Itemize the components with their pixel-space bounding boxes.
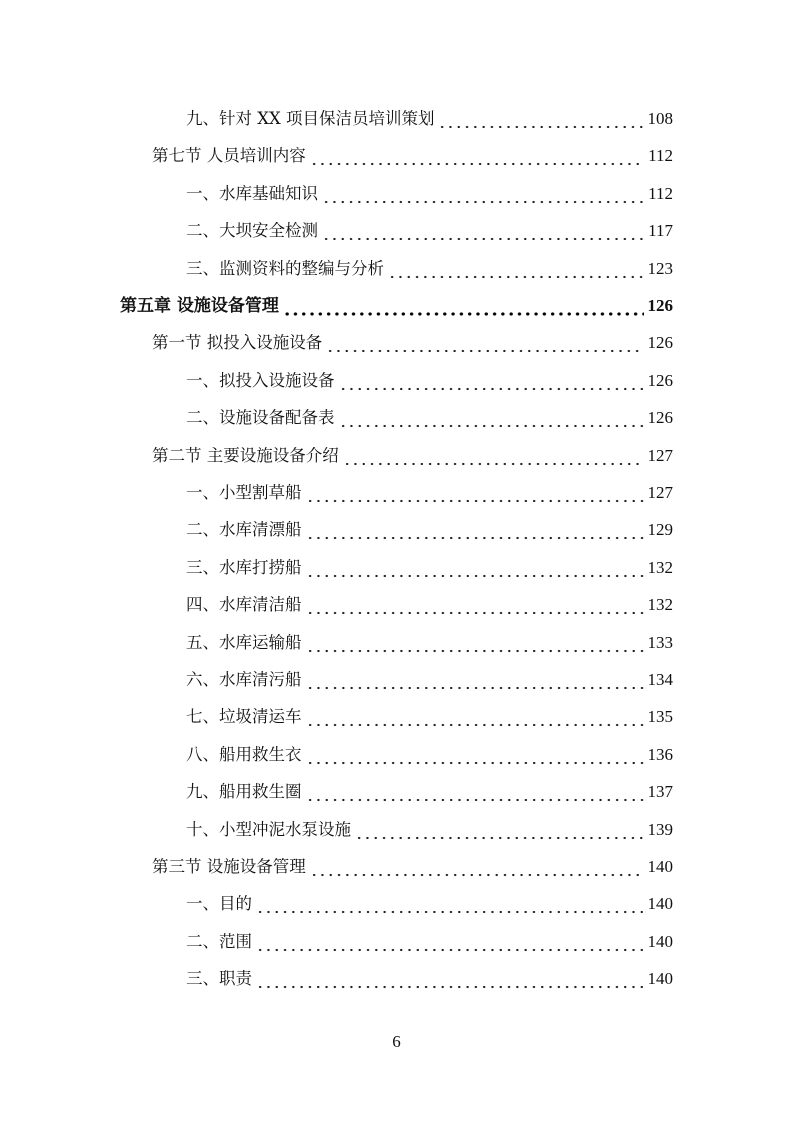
toc-entry-page: 127 — [647, 483, 673, 502]
dot-leader — [306, 590, 644, 620]
dot-leader — [306, 740, 644, 770]
toc-entry-page: 108 — [647, 109, 673, 128]
toc-entry[interactable] — [152, 141, 673, 171]
toc-entry-page: 140 — [647, 857, 673, 876]
toc-entry[interactable] — [186, 740, 673, 770]
toc-entry-page: 140 — [647, 931, 673, 951]
dot-leader — [322, 216, 644, 246]
toc-entry-title: 第三节 设施设备管理 — [152, 857, 306, 876]
toc-entry-title: 二、大坝安全检测 — [186, 221, 318, 241]
toc-entry-page: 137 — [647, 782, 673, 802]
toc-entry[interactable] — [186, 815, 673, 845]
toc-entry[interactable] — [152, 328, 673, 358]
toc-entry-page: 134 — [647, 670, 673, 689]
dot-leader — [339, 403, 644, 433]
toc-entry[interactable] — [186, 104, 673, 134]
toc-entry-title: 三、职责 — [186, 969, 252, 989]
toc-entry[interactable] — [186, 254, 673, 284]
toc-entry-title: 六、水库清污船 — [186, 670, 302, 689]
toc-entry[interactable] — [186, 403, 673, 433]
toc-entry-page: 136 — [647, 744, 673, 764]
dot-leader — [322, 179, 644, 209]
toc-entry-title: 二、范围 — [186, 931, 252, 951]
toc-entry-title: 三、监测资料的整编与分析 — [186, 258, 384, 278]
toc-entry-page: 135 — [647, 707, 673, 727]
dot-leader — [256, 964, 644, 994]
toc-entry-page: 140 — [647, 894, 673, 914]
dot-leader — [256, 889, 644, 919]
dot-leader — [306, 665, 644, 695]
toc-entry-title: 九、针对 XX 项目保洁员培训策划 — [186, 109, 435, 128]
dot-leader — [339, 366, 644, 396]
toc-entry-page: 126 — [647, 296, 673, 315]
dot-leader — [310, 852, 644, 882]
toc-entry-title: 一、拟投入设施设备 — [186, 370, 335, 390]
toc-entry-page: 132 — [647, 557, 673, 577]
toc-entry[interactable] — [186, 179, 673, 209]
toc-entry-title: 一、水库基础知识 — [186, 183, 318, 203]
toc-entry-title: 十、小型冲泥水泵设施 — [186, 819, 351, 839]
toc-entry-page: 140 — [647, 969, 673, 989]
toc-entry-page: 126 — [647, 408, 673, 428]
toc-entry-title: 九、船用救生圈 — [186, 782, 302, 802]
toc-entry-title: 二、设施设备配备表 — [186, 408, 335, 428]
toc-entry[interactable] — [186, 628, 673, 658]
toc-entry-page: 127 — [647, 445, 673, 465]
toc-entry-title: 一、小型割草船 — [186, 483, 302, 502]
toc-entry-page: 129 — [647, 520, 673, 540]
toc-entry[interactable] — [186, 553, 673, 583]
dot-leader — [306, 478, 644, 508]
toc-entry-title: 第五章 设施设备管理 — [120, 296, 279, 316]
toc-entry-page: 126 — [647, 333, 673, 353]
toc-entry-page: 112 — [648, 183, 673, 203]
toc-entry[interactable] — [186, 478, 673, 508]
dot-leader — [306, 702, 644, 732]
dot-leader — [306, 515, 644, 545]
dot-leader — [283, 291, 644, 321]
toc-entry-page: 132 — [647, 595, 673, 615]
dot-leader — [306, 553, 644, 583]
dot-leader — [388, 254, 644, 284]
dot-leader — [256, 927, 644, 957]
dot-leader — [355, 815, 644, 845]
toc-entry-page: 139 — [647, 819, 673, 839]
toc-entry[interactable] — [152, 852, 673, 882]
toc-entry[interactable] — [186, 665, 673, 695]
toc-entry[interactable] — [186, 964, 673, 994]
toc-entry-page: 126 — [647, 370, 673, 390]
toc-entry[interactable] — [186, 366, 673, 396]
dot-leader — [438, 104, 643, 134]
dot-leader — [306, 628, 644, 658]
toc-entry[interactable] — [152, 441, 673, 471]
toc-entry-title: 二、水库清漂船 — [186, 520, 302, 540]
toc-entry-title: 三、水库打捞船 — [186, 557, 302, 577]
toc-entry-title: 五、水库运输船 — [186, 632, 302, 652]
dot-leader — [310, 141, 644, 171]
toc-entry[interactable] — [120, 291, 673, 321]
toc-entry-page: 112 — [648, 146, 673, 166]
toc-entry[interactable] — [186, 889, 673, 919]
toc-entry-page: 117 — [648, 221, 673, 241]
dot-leader — [343, 441, 644, 471]
toc-entry-title: 四、水库清洁船 — [186, 595, 302, 615]
dot-leader — [326, 328, 643, 358]
dot-leader — [306, 777, 644, 807]
toc-entry[interactable] — [186, 927, 673, 957]
toc-entry-title: 七、垃圾清运车 — [186, 707, 302, 727]
toc-entry-title: 第一节 拟投入设施设备 — [152, 333, 323, 353]
toc-entry[interactable] — [186, 702, 673, 732]
toc-entry-title: 八、船用救生衣 — [186, 744, 302, 764]
toc-entry-page: 123 — [647, 258, 673, 278]
toc-entry[interactable] — [186, 216, 673, 246]
toc-entry[interactable] — [186, 515, 673, 545]
toc-entry[interactable] — [186, 590, 673, 620]
page-number: 6 — [392, 1032, 401, 1051]
toc-entry-title: 第二节 主要设施设备介绍 — [152, 445, 339, 465]
toc-entry-page: 133 — [647, 632, 673, 652]
toc-entry-title: 一、目的 — [186, 894, 252, 914]
toc-entry-title: 第七节 人员培训内容 — [152, 146, 306, 166]
toc-entry[interactable] — [186, 777, 673, 807]
